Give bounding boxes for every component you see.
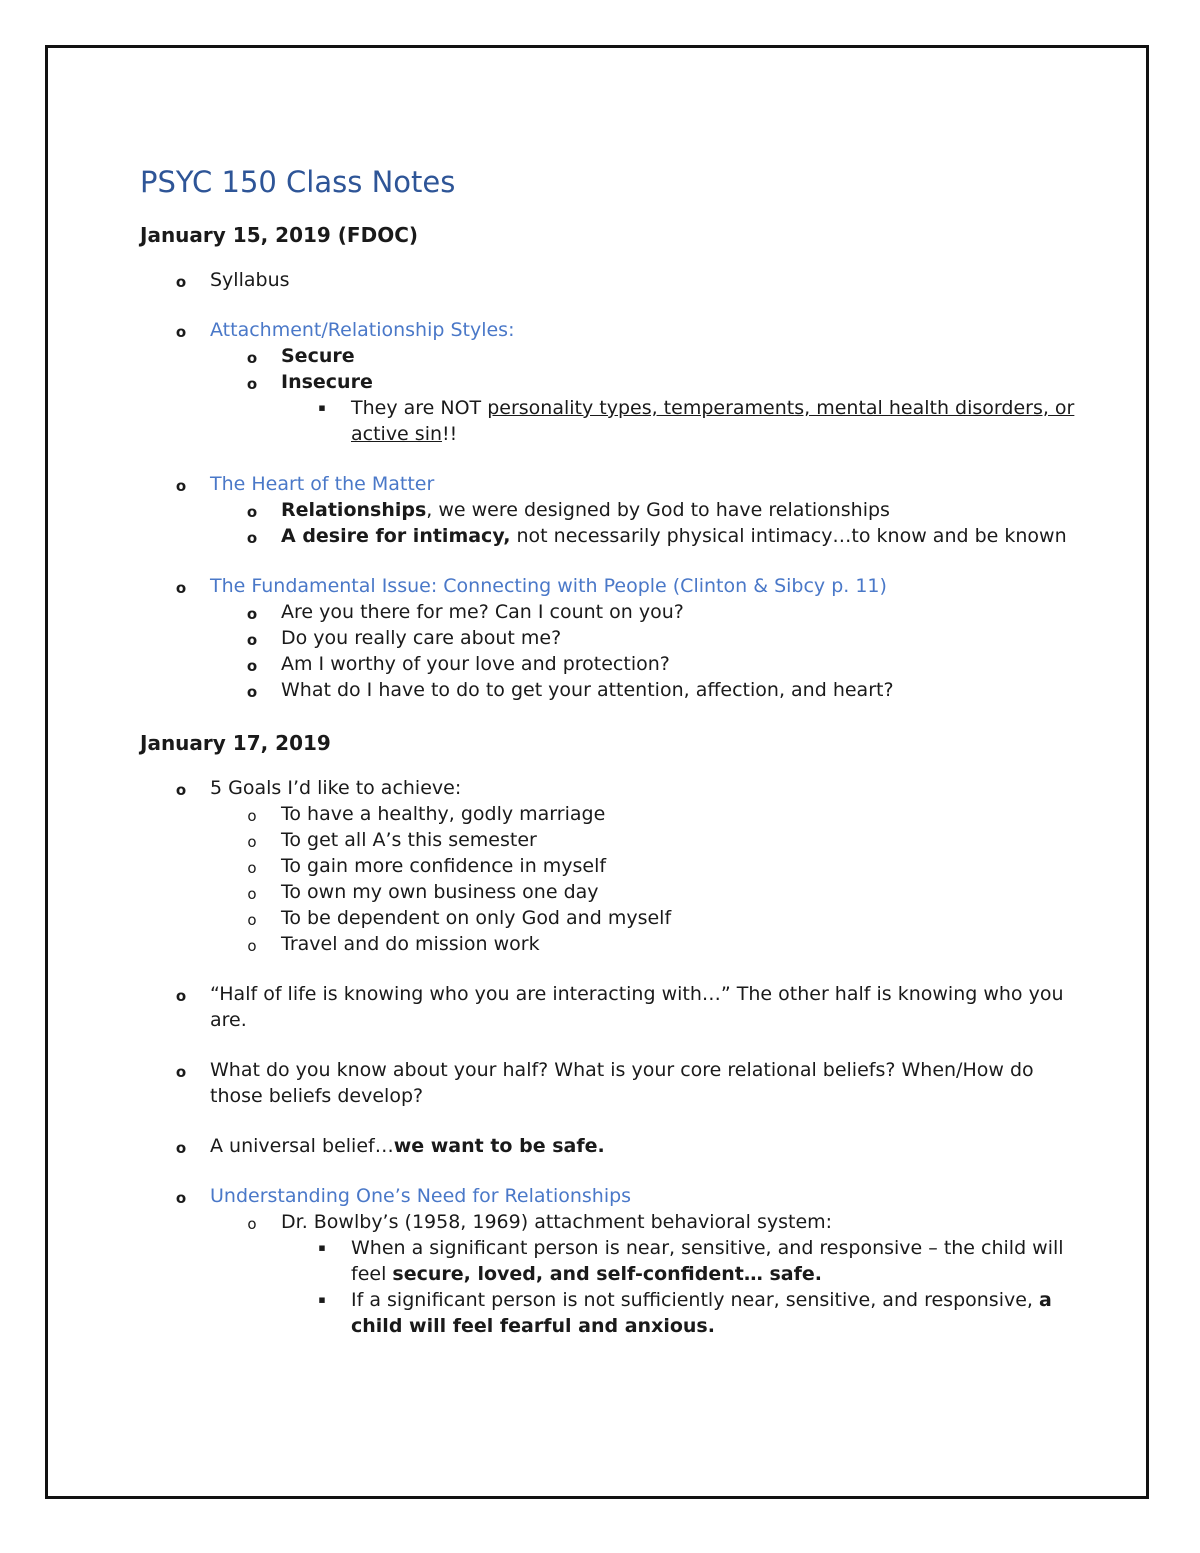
section-date-jan-17: January 17, 2019 [140, 731, 331, 755]
list-item-attachment-heading [140, 317, 1080, 343]
circle-bullet-icon: o [246, 657, 258, 675]
list-item-goal [140, 905, 1080, 931]
list-item-text: Syllabus [210, 269, 290, 291]
goal-text: To get all A’s this semester [281, 829, 537, 851]
goal-text: To gain more confidence in myself [281, 855, 607, 877]
circle-bullet-icon: o [175, 781, 187, 799]
circle-bullet-icon: o [247, 859, 257, 877]
circle-bullet-icon: o [246, 605, 258, 623]
list-item-goal [140, 801, 1080, 827]
circle-bullet-icon: o [247, 911, 257, 929]
list-item-text: Secure [281, 345, 355, 367]
question-text: Are you there for me? Can I count on you? [281, 601, 684, 623]
circle-bullet-icon: o [247, 1215, 257, 1233]
goal-text: Travel and do mission work [281, 933, 540, 955]
list-item-universal-belief [140, 1133, 1080, 1159]
list-item-goal [140, 827, 1080, 853]
list-item-desire-intimacy [140, 523, 1080, 549]
question-text: What do I have to do to get your attention, affection, and heart? [281, 679, 894, 701]
list-item-goal [140, 853, 1080, 879]
topic-heading: Understanding One’s Need for Relationships [210, 1185, 632, 1207]
question-text: Am I worthy of your love and protection? [281, 653, 670, 675]
goal-text: To own my own business one day [281, 881, 599, 903]
list-item-text: When a significant person is near, sensitive, and responsive – the child will feel [351, 1237, 1064, 1285]
list-item-insecure [140, 369, 1080, 395]
list-item-goal [140, 879, 1080, 905]
list-item-text: Insecure [281, 371, 373, 393]
circle-bullet-icon: o [247, 885, 257, 903]
list-item-anxious-child [140, 1287, 1080, 1339]
goal-text: To have a healthy, godly marriage [281, 803, 606, 825]
circle-bullet-icon: o [246, 683, 258, 701]
circle-bullet-icon: o [246, 503, 258, 521]
list-item-question [140, 651, 1080, 677]
bold-text: we want to be safe. [393, 1135, 605, 1157]
circle-bullet-icon: o [175, 1063, 187, 1081]
bold-text: secure, loved, and self-confident… safe. [392, 1263, 822, 1285]
topic-heading: Attachment/Relationship Styles: [210, 319, 515, 341]
note-prefix: They are NOT [351, 397, 488, 419]
list-item-text: If a significant person is not sufficiently near, sensitive, and responsive, [351, 1289, 1039, 1311]
topic-heading: The Fundamental Issue: Connecting with People (Clinton & Sibcy p. 11) [210, 575, 887, 597]
document-body [140, 160, 1080, 1339]
circle-bullet-icon: o [247, 807, 257, 825]
list-item-relationships [140, 497, 1080, 523]
circle-bullet-icon: o [246, 631, 258, 649]
bold-text: a child will feel fearful and anxious. [351, 1289, 1052, 1337]
list-item-know-half [140, 1057, 1080, 1109]
note-suffix: !! [442, 423, 458, 445]
list-item-goals-heading [140, 775, 1080, 801]
list-item-text: What do you know about your half? What is your core relational beliefs? When/How do those beliefs develop? [210, 1059, 1034, 1107]
goal-text: To be dependent on only God and myself [281, 907, 672, 929]
square-bullet-icon: ▪ [318, 401, 326, 414]
circle-bullet-icon: o [246, 529, 258, 547]
list-item-secure [140, 343, 1080, 369]
square-bullet-icon: ▪ [318, 1293, 326, 1306]
square-bullet-icon: ▪ [318, 1241, 326, 1254]
list-item-text: , we were designed by God to have relationships [426, 499, 890, 521]
list-item-bowlby [140, 1209, 1080, 1235]
bold-text: A desire for intimacy, [281, 525, 511, 547]
list-item-text: Dr. Bowlby’s (1958, 1969) attachment behavioral system: [281, 1211, 833, 1233]
list-item-question [140, 599, 1080, 625]
page-title: PSYC 150 Class Notes [140, 165, 456, 199]
circle-bullet-icon: o [175, 1189, 187, 1207]
circle-bullet-icon: o [175, 579, 187, 597]
topic-heading: The Heart of the Matter [210, 473, 435, 495]
circle-bullet-icon: o [247, 937, 257, 955]
circle-bullet-icon: o [247, 833, 257, 851]
circle-bullet-icon: o [175, 987, 187, 1005]
list-item-not-personality [140, 395, 1080, 447]
bold-text: Relationships [281, 499, 427, 521]
circle-bullet-icon: o [246, 375, 258, 393]
list-item-text: “Half of life is knowing who you are interacting with…” The other half is knowing who you are. [210, 983, 1064, 1031]
list-item-syllabus [140, 267, 1080, 293]
list-item-understanding-heading [140, 1183, 1080, 1209]
list-item-question [140, 625, 1080, 651]
list-item-text: 5 Goals I’d like to achieve: [210, 777, 462, 799]
note-underlined: personality types, temperaments, mental health disorders, or active sin [351, 397, 1075, 445]
list-item-text: A universal belief… [210, 1135, 394, 1157]
list-item-heart-heading [140, 471, 1080, 497]
circle-bullet-icon: o [175, 273, 187, 291]
circle-bullet-icon: o [175, 477, 187, 495]
list-item-question [140, 677, 1080, 703]
question-text: Do you really care about me? [281, 627, 562, 649]
circle-bullet-icon: o [246, 349, 258, 367]
section-date-jan-15: January 15, 2019 (FDOC) [140, 223, 419, 247]
circle-bullet-icon: o [175, 1139, 187, 1157]
circle-bullet-icon: o [175, 323, 187, 341]
list-item-text: not necessarily physical intimacy…to know and be known [510, 525, 1067, 547]
list-item-secure-child [140, 1235, 1080, 1287]
list-item-fundamental-heading [140, 573, 1080, 599]
list-item-goal [140, 931, 1080, 957]
list-item-half-of-life [140, 981, 1080, 1033]
